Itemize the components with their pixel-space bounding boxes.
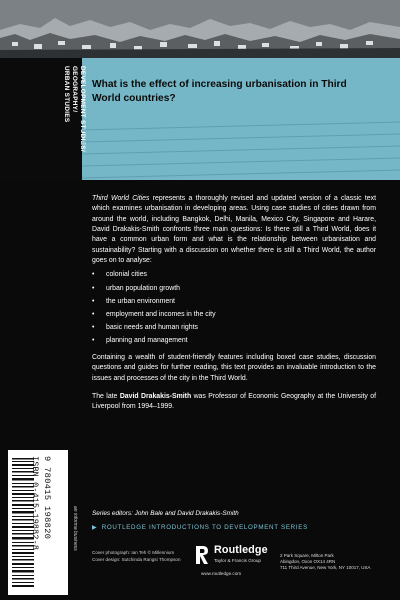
design-credit: Cover design: Sutchinda Rangsi Thompson — [92, 557, 181, 562]
subject-line-3: URBAN STUDIES — [63, 66, 70, 123]
publisher-address — [280, 553, 370, 571]
series-name: ROUTLEDGE INTRODUCTIONS TO DEVELOPMENT SERIES — [101, 524, 308, 531]
book-title-italic: Third World Cities — [92, 195, 150, 202]
topics-list — [92, 268, 376, 347]
address-line-3: 711 Third Avenue, New York, NY 10017, USA — [280, 565, 371, 570]
list-item: • planning and management — [92, 334, 376, 347]
arrow-right-icon: ▶ — [92, 525, 98, 531]
subject-line-2: GEOGRAPHY/ — [71, 66, 78, 113]
address-line-2: Abingdon, Oxon OX14 4RN — [280, 559, 336, 564]
author-prefix: The late — [92, 393, 120, 400]
series-editors: Series editors: John Bale and David Drakakis-Smith — [92, 510, 239, 517]
photo-credit: Cover photograph: Ian Teh © Millennium — [92, 550, 175, 555]
series-title — [92, 524, 308, 531]
cover-credits — [92, 549, 181, 563]
features-paragraph: Containing a wealth of student-friendly features including boxed case studies, discussion questions and guides for further reading, this text provides an invaluable introduction to the issues and processes of the city in the Third World. — [92, 353, 376, 382]
list-item: • urban population growth — [92, 282, 376, 295]
informa-tagline: an informa business — [72, 506, 78, 551]
list-item: • basic needs and human rights — [92, 321, 376, 334]
blurb-intro-text: represents a thoroughly revised and updated version of a classic text which examines urbanisation in developing areas. Using case studies of cities drawn from around the world, including Bangkok, Delhi, Manila, Mexico City, Singapore and Harare, David Drakakis-Smith confronts three main questions: Is there still a Third World, does it have a common urban form and what is the relationship between urbanisation and sustainability? Starting with a discussion on whether there is still a Third World, the author goes on to analyse: — [92, 195, 376, 265]
decorative-lines — [82, 120, 400, 180]
author-paragraph — [92, 392, 376, 413]
key-question: What is the effect of increasing urbanisation in Third World countries? — [92, 79, 347, 104]
list-item: • the urban environment — [92, 295, 376, 308]
list-item: • colonial cities — [92, 268, 376, 281]
publisher-group: Taylor & Francis Group — [214, 558, 261, 563]
subject-line-1: DEVELOPMENT STUDIES/ — [79, 66, 86, 152]
blurb-intro — [92, 194, 376, 266]
address-line-1: 2 Park Square, Milton Park — [280, 553, 334, 558]
author-name: David Drakakis-Smith — [119, 393, 192, 400]
isbn-label: ISBN 0-415-19882-8 — [30, 456, 40, 551]
cover-photo-strip — [0, 0, 400, 58]
back-cover-blurb — [92, 194, 376, 413]
barcode-digits: 9 780415 198820 — [42, 456, 52, 540]
city-skyline-image — [0, 0, 400, 58]
publisher-name: Routledge — [214, 544, 268, 556]
publisher-website[interactable]: www.routledge.com — [201, 571, 242, 576]
routledge-logo-icon — [193, 544, 211, 566]
list-item: • employment and incomes in the city — [92, 308, 376, 321]
author-bio: was Professor of Economic Geography at the University of Liverpool from 1994–1999. — [92, 393, 376, 411]
